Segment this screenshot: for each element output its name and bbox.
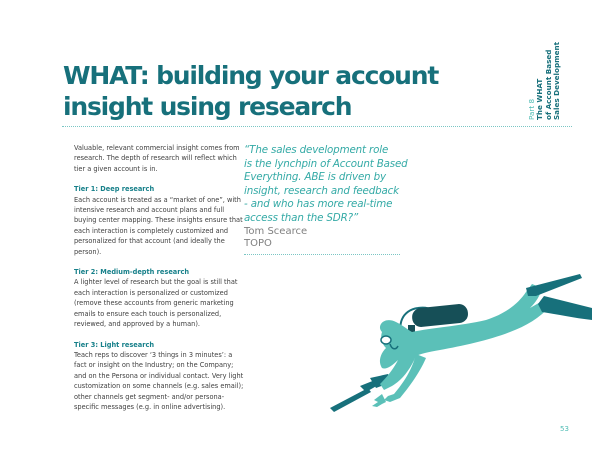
hand-icon bbox=[372, 394, 386, 407]
quote-line-5: - and who has more real-time bbox=[244, 198, 393, 211]
pull-quote bbox=[244, 144, 424, 226]
side-label-line-2: of Account Based bbox=[543, 49, 553, 120]
quote-divider bbox=[244, 254, 400, 255]
side-label-line-1: The WHAT bbox=[535, 78, 545, 120]
tier-2-heading: Tier 2: Medium-depth research bbox=[74, 268, 190, 277]
intro-paragraph: Valuable, relevant commercial insight comes from research. The depth of research will reflect which tier a given account is in. bbox=[74, 144, 240, 173]
tier-2-text: A lighter level of research but the goal is still that each interaction is personalized or customized (remove these accounts from generic marketing emails to ensure each touch is personalized, reviewed, and approved by a human). bbox=[74, 278, 238, 329]
body-column bbox=[74, 143, 246, 412]
tier-1-text: Each account is treated as a “market of one”, with intensive research and account plans and full buying center mapping. These insights ensure that each interaction is completely customized and personalized for that account (and ideally the person). bbox=[74, 195, 243, 256]
quote-author: Tom Scearce bbox=[244, 226, 308, 237]
quote-line-1: “The sales development role bbox=[244, 144, 389, 156]
side-label-part: Part 8 bbox=[527, 98, 536, 120]
page-title bbox=[63, 60, 438, 122]
diver-body-icon bbox=[380, 284, 550, 390]
spear-gun-icon bbox=[330, 374, 392, 412]
page-number: 53 bbox=[560, 425, 569, 433]
scuba-diver-illustration bbox=[330, 270, 600, 420]
page-title-line-1: WHAT: building your account bbox=[63, 61, 439, 90]
quote-line-4: insight, research and feedback bbox=[244, 184, 399, 197]
tier-1-heading: Tier 1: Deep research bbox=[74, 185, 155, 194]
section-side-label bbox=[528, 20, 572, 120]
header-divider bbox=[62, 126, 572, 127]
quote-attribution bbox=[244, 226, 307, 249]
tier-3-heading: Tier 3: Light research bbox=[74, 340, 155, 349]
quote-line-6: access than the SDR?” bbox=[244, 211, 359, 224]
quote-line-2: is the lynchpin of Account Based bbox=[244, 157, 408, 170]
page-title-line-2: insight using research bbox=[63, 92, 352, 121]
tier-3-text: Teach reps to discover ‘3 things in 3 minutes’: a fact or insight on the Industry; on the Company; and on the Persona or individual contact. Very light customization on some channels (e.g. sales email); other channels get segment- and/or persona-specific messages (e.g. in online advertising). bbox=[74, 350, 244, 411]
quote-line-3: Everything. ABE is driven by bbox=[244, 171, 386, 184]
quote-company: TOPO bbox=[244, 237, 272, 249]
side-label-line-3: Sales Development bbox=[551, 41, 561, 120]
